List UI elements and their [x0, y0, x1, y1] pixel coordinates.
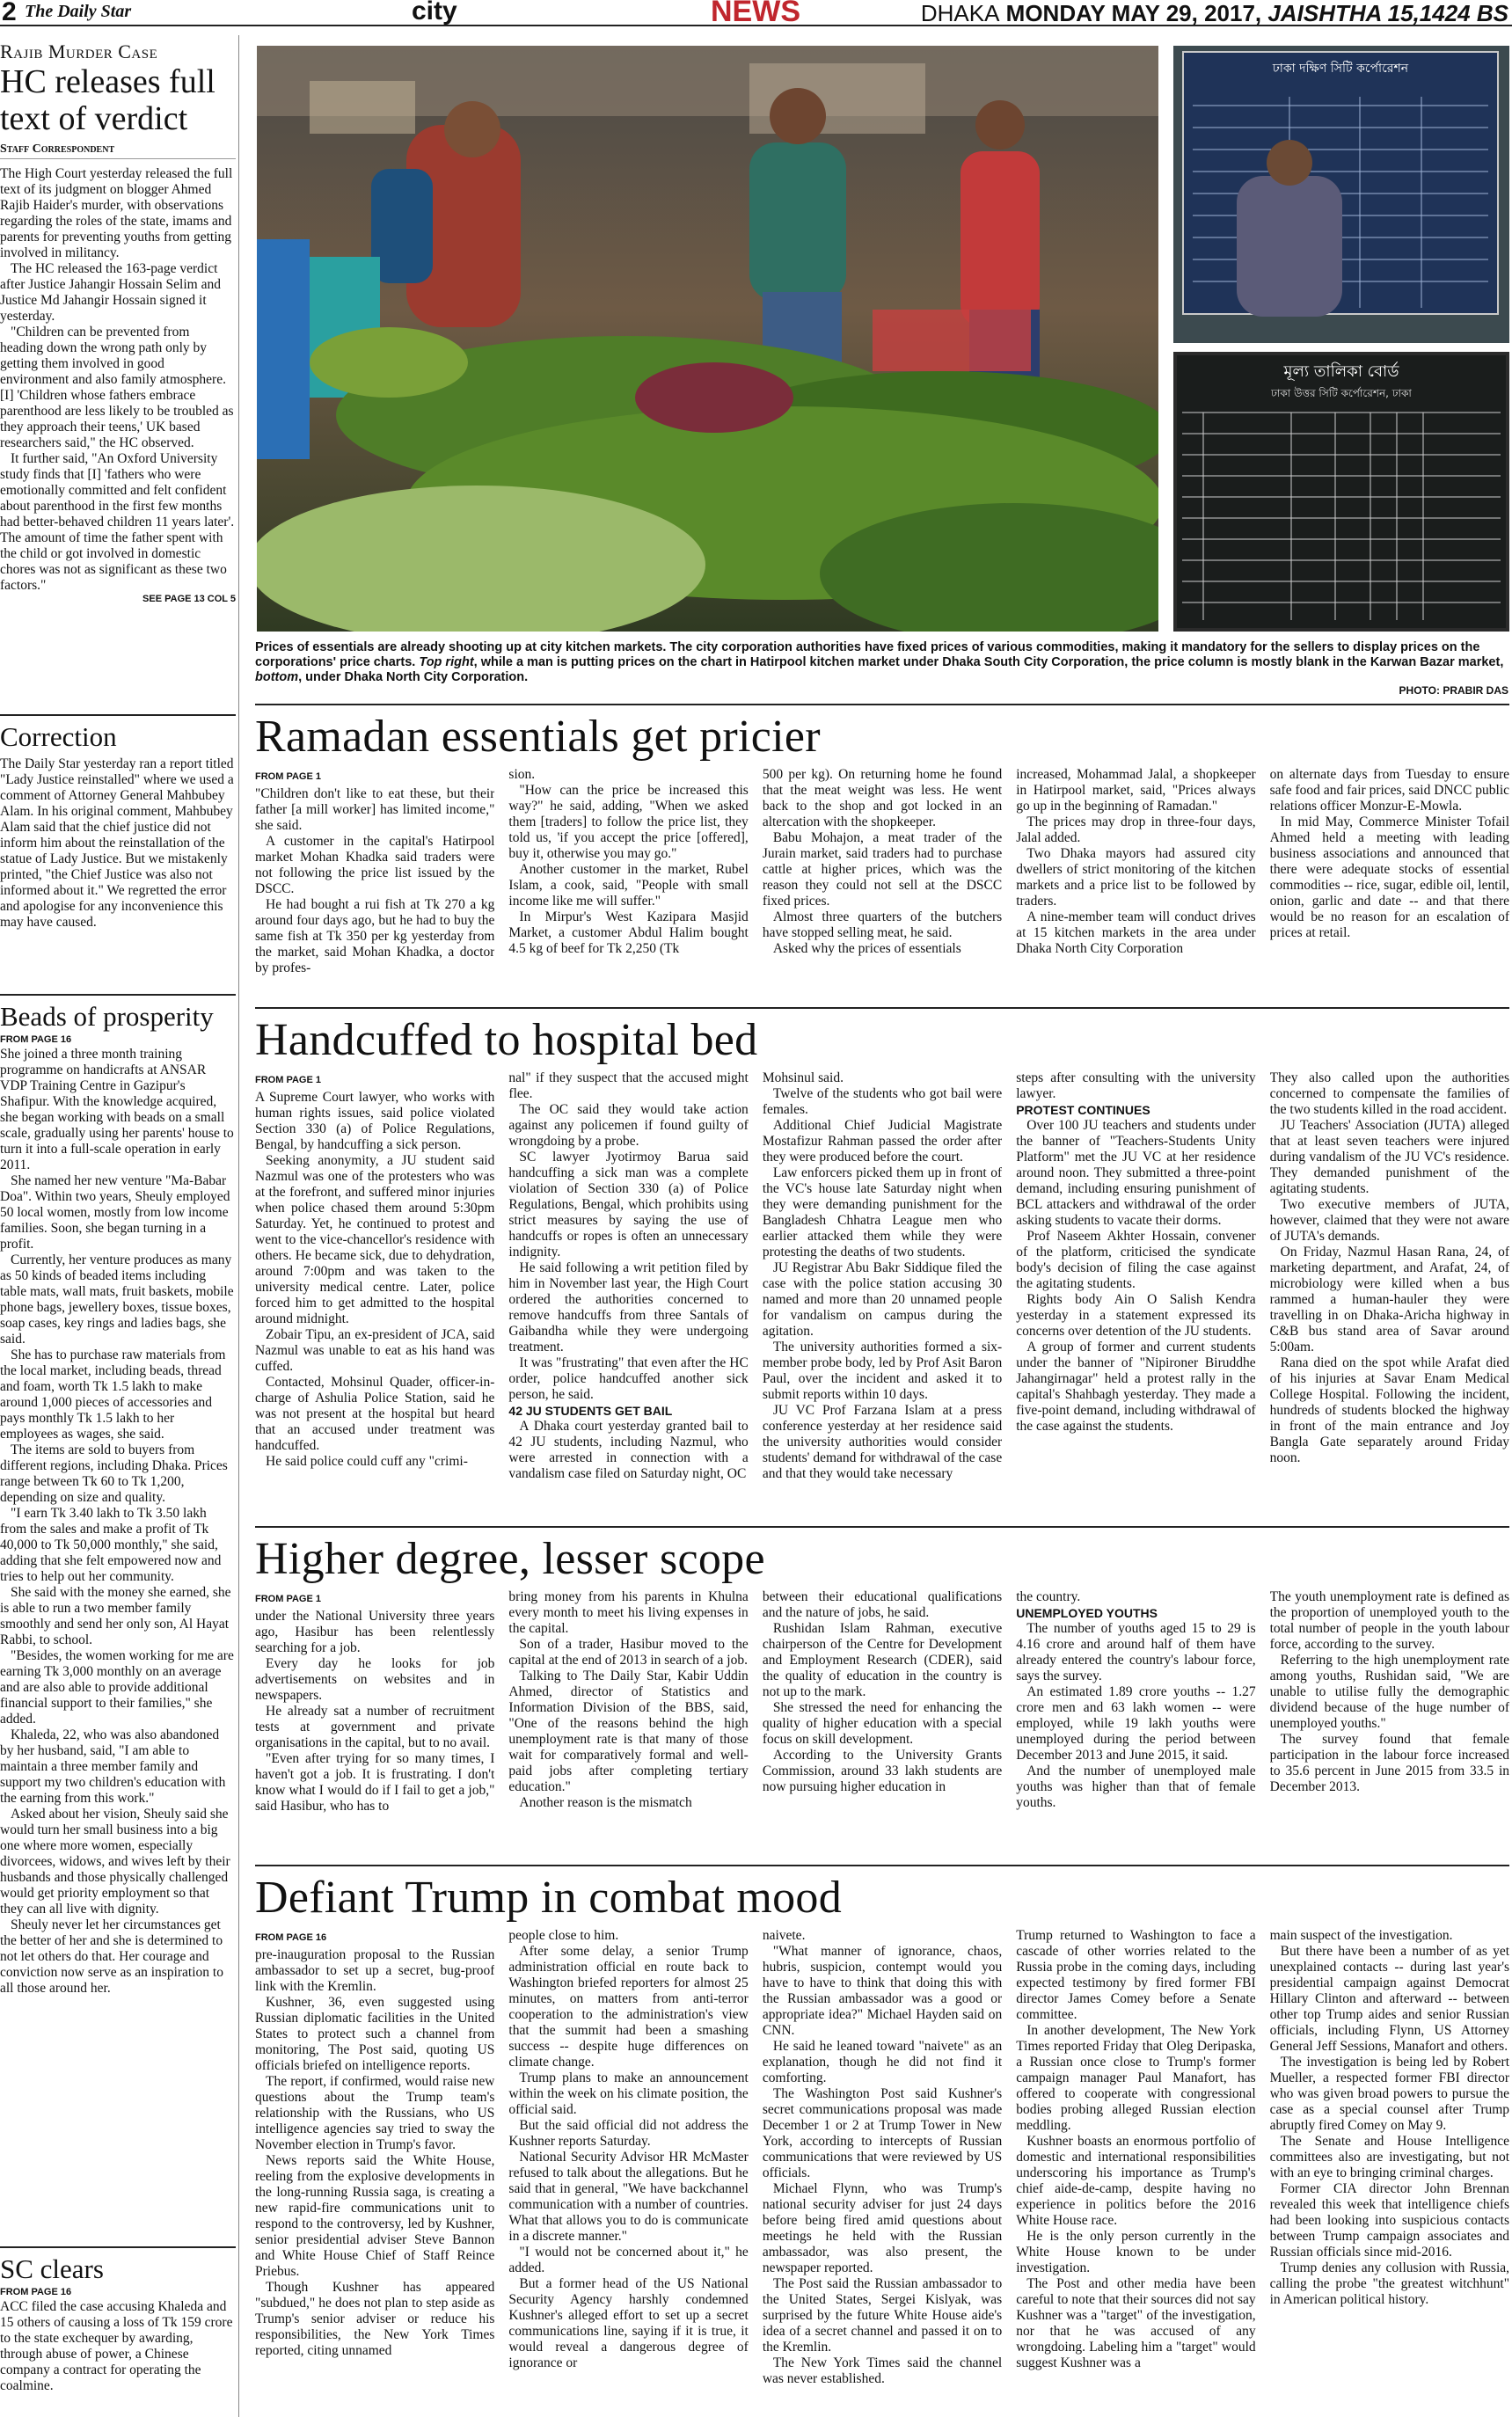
price-board2-subtitle: ঢাকা উত্তর সিটি কর্পোরেশন, ঢাকা	[1271, 387, 1412, 399]
trump-paragraph: people close to him.	[508, 1928, 619, 1943]
higher-paragraph: The survey found that female participation in the labour force increased to 35.6 percent in June 2015 from 33.5 in December 2013.	[1269, 1732, 1510, 1794]
verdict-para: It further said, "An Oxford University study finds that [I] 'fathers who were emotionally committed and felt confident about parenthood in the first few months had better-behaved children 11 years later'. The amount of time the father spent with the child or got involved in domestic chores was not as significant as these two factors."	[0, 451, 235, 593]
trump-paragraph: "What manner of ignorance, chaos, hubris, suspicion, contempt would you have to have to think that doing this with the Russian ambassador was a good or appropriate idea?" Michael Hayden said on CNN.	[762, 1944, 1003, 2038]
handcuffed-paragraph: Rights body Ain O Salish Kendra yesterday in a statement expressed its concerns over detention of the JU students.	[1016, 1292, 1256, 1339]
price-board-dscc	[1182, 51, 1499, 315]
ramadan-paragraph: In Mirpur's West Kazipara Masjid Market, a customer Abdul Halim bought 4.5 kg of beef for Tk 2,250 (Tk	[508, 909, 749, 956]
dateline	[921, 0, 1508, 27]
handcuffed-paragraph: Twelve of the students who got bail were females.	[762, 1086, 1003, 1117]
caption-end: , under Dhaka North City Corporation.	[298, 670, 529, 684]
higher-paragraph: Referring to the high unemployment rate among youths, Rushidan said, "We are unable to utilise fully the demographic dividend because of the huge number of unemployed youths."	[1269, 1653, 1510, 1731]
section-label-news: NEWS	[711, 0, 800, 28]
beads-para: Sheuly never let her circumstances get the better of her and she is determined to not let others do that. Her courage and conviction now serve as an inspiration to all those around her.	[0, 1917, 223, 1996]
handcuffed-paragraph: A Supreme Court lawyer, who works with human rights issues, said police violated Section 330 (a) of Police Regulations, Bengal, by handcuffing a sick person.	[255, 1090, 495, 1152]
trump-column	[255, 1928, 494, 2403]
verdict-para: "Children can be prevented from heading down the wrong path only by getting them involved in good environment and also family atmosphere. [I] 'Children whose fathers embrace parenthood are less likely to be troubled as they approach their teens,' UK based researchers said," the HC observed.	[0, 325, 234, 450]
trump-paragraph: He is the only person currently in the White House known to be under investigation.	[1016, 2229, 1256, 2275]
ramadan-column	[1016, 767, 1255, 1004]
ramadan-columns	[255, 767, 1509, 1004]
trump-paragraph: Kushner boasts an enormous portfolio of domestic and international responsibilities underscoring his importance as Trump's chief aide-de-camp, despite having no experience in politics before the 2016 White House race.	[1016, 2134, 1256, 2228]
beads-para: She joined a three month training programme on handicrafts at ANSAR VDP Training Centre in Gazipur's Shafipur. With the knowledge acquired, she began working with beads on a small scale, gradually using her parents' house to turn it into a full-scale operation in early 2011.	[0, 1047, 234, 1172]
handcuffed-paragraph: A group of former and current students under the banner of "Nipironer Biruddhe Jahangirnagar" held a protest rally in the capital's Shahbagh yesterday. They made a five-point demand, including withdrawal of the case against the students.	[1016, 1340, 1256, 1434]
handcuffed-paragraph: The OC said they would take action against any policemen if found guilty of wrongdoing by a probe.	[508, 1102, 749, 1149]
trump-paragraph: The Post said the Russian ambassador to the United States, Sergei Kislyak, was surprised by the future White House aide's idea of a secret channel and passed it on to the Kremlin.	[762, 2276, 1003, 2355]
higher-from-page: FROM PAGE 1	[255, 1594, 321, 1604]
dateline-bangla: JAISHTHA 15,1424 BS	[1267, 0, 1508, 26]
trump-paragraph: naivete.	[762, 1928, 806, 1943]
handcuffed-paragraph: Law enforcers picked them up in front of the VC's house late Saturday night when they were demanding punishment for the Bangladesh Chhatra League men who earlier attacked them while they were protesting the deaths of two students.	[762, 1165, 1003, 1260]
higher-paragraph: Talking to The Daily Star, Kabir Uddin Ahmed, director of Statistics and Information Division of the BBS, said, "One of the reasons behind the high unemployment rate is that many of those wait for comparatively formal and well-paid jobs after completing tertiary education."	[508, 1669, 749, 1794]
market-scene-illustration	[257, 46, 1158, 632]
handcuffed-paragraph: Seeking anonymity, a JU student said Nazmul was one of the protesters who was at the forefront, and suffered minor injuries when police chased them around 5:30pm Saturday. Yet, he continued to protest and went to the vice-chancellor's residence with others. He became sick, due to dehydration, around 7:00pm and was taken to the university medical centre. Later, police forced him to get admitted to the hospital around midnight.	[255, 1153, 495, 1326]
handcuffed-paragraph: On Friday, Nazmul Hasan Rana, 24, of marketing department, and Arafat, 24, of microbiology were killed when a bus rammed a human-hauler they were travelling in on Dhaka-Aricha highway in C&B bus stand area of Savar around 5:00am.	[1269, 1245, 1510, 1355]
caption-main: Prices of essentials are already shooting up at city kitchen markets. The city corporation authorities have fixed prices of various commodities, making it mandatory for the sellers to display prices on the corporations' price charts.	[255, 640, 1480, 669]
handcuffed-paragraph: Over 100 JU teachers and students under the banner of "Teachers-Students Unity Platform" met the JU VC at her residence around noon. They submitted a three-point demand, including ensuring punishment of BCL attackers and withdrawal of the order asking students to vacate their dorms.	[1016, 1118, 1256, 1228]
ramadan-paragraph: Babu Mohajon, a meat trader of the Jurain market, said traders had to purchase cattle at higher prices, which was the reason they could not sell at the DSCC fixed prices.	[762, 830, 1003, 909]
trump-paragraph: News reports said the White House, reeling from the explosive developments in the long-running Russia saga, is creating a new rapid-fire communications unit to respond to the controversy, led by Kushner, senior presidential adviser Steve Bannon and White House Chief of Staff Reince Priebus.	[255, 2153, 495, 2279]
correction-para: The Daily Star yesterday ran a report titled "Lady Justice reinstalled" where we used a comment of Attorney General Mahbubey Alam. In his original comment, Mahbubey Alam said that the chief justice did not inform him about the reinstallation of the statue of Lady Justice. But we mistakenly printed, "the Chief Justice was also not informed about it." We regretted the error and apologise for any inconvenience this may have caused.	[0, 756, 234, 930]
handcuffed-paragraph: They also called upon the authorities concerned to compensate the families of the two students killed in the road accident.	[1269, 1070, 1510, 1117]
handcuffed-paragraph: Prof Naseem Akhter Hossain, convener of the platform, criticised the syndicate body's decision of filing the case against the agitating students.	[1016, 1229, 1256, 1291]
higher-column	[508, 1589, 748, 1853]
trump-paragraph: Though Kushner has appeared "subdued," he does not plan to step aside as Trump's senior adviser or reduce his responsibilities, the New York Times reported, citing unnamed	[255, 2280, 495, 2358]
masthead-logo: The Daily Star	[25, 2, 132, 21]
trump-from-page: FROM PAGE 16	[255, 1932, 327, 1943]
correction-body	[0, 756, 236, 931]
ramadan-paragraph: The prices may drop in three-four days, Jalal added.	[1016, 814, 1256, 845]
ramadan-paragraph: Almost three quarters of the butchers have stopped selling meat, he said.	[762, 909, 1003, 940]
hatirpool-price-board-photo	[1173, 46, 1509, 343]
trump-paragraph: Trump denies any collusion with Russia, calling the probe "the greatest witchhunt" in American political history.	[1269, 2260, 1510, 2307]
trump-paragraph: In another development, The New York Times reported Friday that Oleg Deripaska, a Russian once close to Trump's former campaign manager Paul Manafort, has offered to cooperate with congressional bodies probing alleged Russian election meddling.	[1016, 2023, 1256, 2133]
handcuffed-column	[1270, 1070, 1509, 1510]
ramadan-paragraph: Two Dhaka mayors had assured city dwellers of strict monitoring of the kitchen markets and a price list to be followed by traders.	[1016, 846, 1256, 909]
beads-para: "Besides, the women working for me are earning Tk 3,000 monthly on an average and are also able to provide additional financial support to their families," she added.	[0, 1648, 234, 1727]
ramadan-paragraph: A nine-member team will conduct drives at 15 kitchen markets in the area under Dhaka North City Corporation	[1016, 909, 1256, 956]
handcuffed-columns	[255, 1070, 1509, 1510]
higher-subhead: UNEMPLOYED YOUTHS	[1016, 1606, 1158, 1620]
dateline-day: MONDAY MAY 29, 2017,	[1005, 0, 1262, 26]
handcuffed-paragraph: SC lawyer Jyotirmoy Barua said handcuffing a sick man was a complete violation of Section 330 (a) of Police Regulations, Bengal, which prohibits using strict measures by saying the use of handcuffs or ropes is often an unnecessary indignity.	[508, 1150, 749, 1260]
higher-paragraph: Son of a trader, Hasibur moved to the capital at the end of 2013 in search of a job.	[508, 1637, 749, 1668]
karwan-bazar-price-board-photo	[1173, 352, 1509, 632]
story-trump	[255, 1865, 1509, 2417]
verdict-kicker: Rajib Murder Case	[0, 40, 158, 62]
beads-story	[0, 994, 236, 2241]
higher-paragraph: between their educational qualifications and the nature of jobs, he said.	[762, 1589, 1003, 1620]
handcuffed-paragraph: He said police could cuff any "crimi-	[266, 1454, 468, 1469]
section-label-city: city	[412, 0, 457, 26]
correction-story	[0, 714, 236, 1022]
see-page-jump: SEE PAGE 13 COL 5	[142, 594, 236, 604]
trump-paragraph: Trump plans to make an announcement within the week on his climate position, the official said.	[508, 2070, 749, 2117]
ramadan-paragraph: Another customer in the market, Rubel Islam, a cook, said, "People with small income like me will suffer."	[508, 862, 749, 909]
trump-paragraph: "I would not be concerned about it," he added.	[508, 2245, 749, 2275]
dateline-city: DHAKA	[920, 0, 1000, 26]
beads-para: The items are sold to buyers from different regions, including Dhaka. Prices range between Tk 60 to Tk 1,200, depending on size and quality.	[0, 1442, 228, 1505]
beads-body	[0, 1047, 236, 1997]
ramadan-paragraph: 500 per kg). On returning home he found that the meat weight was less. He went back to the shop and got locked in an altercation with the shopkeeper.	[762, 767, 1003, 829]
handcuffed-paragraph: Two executive members of JUTA, however, claimed that they were not aware of JUTA's demands.	[1269, 1197, 1510, 1244]
ramadan-paragraph: "How can the price be increased this way?" he said, adding, "When we asked them [traders] to follow the price list, they told us, 'if you accept the price [offered], buy it, otherwise you may go."	[508, 783, 749, 861]
trump-paragraph: Michael Flynn, who was Trump's national security adviser for just 24 days before being fired amid questions about meetings he held with the Russian ambassador, was also present, the newspaper reported.	[762, 2181, 1003, 2275]
higher-paragraph: "Even after trying for so many times, I haven't got a job. It is frustrating. I don't know what I would do if I fail to get a job," said Hasibur, who has to	[255, 1751, 495, 1814]
handcuffed-paragraph: Rana died on the spot while Arafat died of his injuries at Savar Enam Medical College Hospital. Following the incident, hundreds of students blocked the highway in front of the main entrance and Joy Bangla Gate separately around Friday noon.	[1269, 1355, 1510, 1465]
handcuffed-paragraph: JU VC Prof Farzana Islam at a press conference yesterday at her residence said the university authorities would consider students' demand for withdrawal of the case and that they would take necessary	[762, 1403, 1003, 1481]
trump-paragraph: National Security Advisor HR McMaster refused to talk about the allegations. But he said that in general, "We have backchannel communication with a number of countries. What that allows you to do is communicate in a discrete manner."	[508, 2150, 749, 2244]
market-vegetables-photo	[257, 46, 1158, 632]
page-number: 2	[2, 0, 17, 26]
handcuffed-column	[1016, 1070, 1255, 1510]
ramadan-column	[1270, 767, 1509, 1004]
price-board-dncc	[1177, 355, 1506, 628]
trump-paragraph: The investigation is being led by Robert Mueller, a respected former FBI director who was given broad powers to pursue the case as a special counsel after Trump abruptly fired Comey on May 9.	[1269, 2055, 1510, 2133]
higher-paragraph: bring money from his parents in Khulna every month to meet his living expenses in the capital.	[508, 1589, 749, 1636]
handcuffed-paragraph: It was "frustrating" that even after the HC order, police handcuffed another sick person, he said.	[508, 1355, 749, 1402]
ramadan-from-page: FROM PAGE 1	[255, 771, 321, 782]
beads-para: Currently, her venture produces as many as 50 kinds of beaded items including table mats, wall mats, fruit baskets, mobile phone bags, jewellery boxes, tissue boxes, soap cases, key rings and ladies bags, she said.	[0, 1252, 234, 1347]
higher-paragraph: According to the University Grants Commission, around 33 lakh students are now pursuing higher education in	[762, 1748, 1003, 1794]
beads-para: Khaleda, 22, who was also abandoned by her husband, said, "I am able to maintain a three member family and support my two children's education with the earning from this work."	[0, 1727, 226, 1806]
trump-paragraph: The Washington Post said Kushner's secret communications proposal was made December 1 or 2 at Trump Tower in New York, according to intercepts of Russian communications that were reviewed by US officials.	[762, 2086, 1003, 2180]
price-board2-grid	[1177, 404, 1506, 624]
photo-credit: PHOTO: PRABIR DAS	[1399, 684, 1508, 697]
ramadan-paragraph: A customer in the capital's Hatirpool market Mohan Khadka said traders were not following the price list issued by the DSCC.	[255, 834, 495, 896]
story-ramadan	[255, 704, 1509, 1016]
sc-para: ACC filed the case accusing Khaleda and 15 others of causing a loss of Tk 159 crore to the state exchequer by awarding, through abuse of power, a Chinese company a contract for operating the coalmine.	[0, 2299, 233, 2393]
handcuffed-paragraph: nal" if they suspect that the accused might flee.	[508, 1070, 749, 1101]
trump-paragraph: Former CIA director John Brennan revealed this week that intelligence chiefs had been looking into suspicious contacts between Trump campaign associates and Russian officials since mid-2016.	[1269, 2181, 1510, 2260]
ramadan-paragraph: "Children don't like to eat these, but their father [a mill worker] has limited income," she said.	[255, 786, 495, 833]
handcuffed-paragraph: Zobair Tipu, an ex-president of JCA, said Nazmul was unable to eat as his hand was cuffed.	[255, 1327, 495, 1374]
ramadan-headline: Ramadan essentials get pricier	[255, 712, 821, 762]
verdict-para: The High Court yesterday released the full text of its judgment on blogger Ahmed Rajib Haider's murder, with observations regarding the roles of the state, imams and parents for preventing youths from getting involved in militancy.	[0, 166, 233, 260]
higher-headline: Higher degree, lesser scope	[255, 1534, 765, 1584]
higher-paragraph: The youth unemployment rate is defined as the proportion of unemployed youth to the total number of people in the youth labour force, according to the survey.	[1269, 1589, 1510, 1652]
photo-caption	[255, 640, 1509, 685]
higher-paragraph: Every day he looks for job advertisements on websites and in newspapers.	[255, 1656, 495, 1703]
story-handcuffed	[255, 1007, 1509, 1522]
handcuffed-paragraph: Mohsinul said.	[762, 1070, 844, 1085]
higher-column	[1270, 1589, 1509, 1853]
trump-paragraph: The New York Times said the channel was never established.	[762, 2355, 1003, 2386]
caption-mid: , while a man is putting prices on the chart in Hatirpool kitchen market under Dhaka South City Corporation, the price column is mostly blank in the Karwan Bazar market,	[473, 655, 1504, 669]
verdict-headline: HC releases full text of verdict	[0, 63, 215, 137]
trump-paragraph: But there have been a number of as yet unexplained contacts -- during last year's presidential campaign against Democrat Hillary Clinton and afterward -- between other top Trump aides and senior Russian officials, including Flynn, US Attorney General Jeff Sessions, Manafort and others.	[1269, 1944, 1510, 2054]
higher-paragraph: Rushidan Islam Rahman, executive chairperson of the Centre for Development and Employment Research (CDER), said the quality of education in the country is not up to the mark.	[762, 1621, 1003, 1699]
handcuffed-paragraph: Contacted, Mohsinul Quader, officer-in-charge of Ashulia Police Station, said he was not present at the hospital but heard that an accused under treatment was handcuffed.	[255, 1375, 495, 1453]
correction-headline: Correction	[0, 714, 236, 753]
beads-para: Asked about her vision, Sheuly said she would turn her small business into a big one where more women, especially divorcees, widows, and wives left by their husbands and those physically challenged would get priority employment so that they can all live with dignity.	[0, 1807, 230, 1917]
sc-from-page: FROM PAGE 16	[0, 2287, 72, 2297]
handcuffed-column	[508, 1070, 748, 1510]
trump-paragraph: He said he leaned toward "naivete" as an explanation, though he did not find it comforting.	[762, 2039, 1003, 2085]
higher-column	[255, 1589, 494, 1853]
handcuffed-paragraph: A Dhaka court yesterday granted bail to 42 JU students, including Nazmul, who were arrested in connection with a vandalism case filed on Saturday night, OC	[508, 1419, 749, 1481]
handcuffed-subhead: PROTEST CONTINUES	[1016, 1103, 1150, 1117]
handcuffed-paragraph: He said following a writ petition filed by him in November last year, the High Court ordered the authorities concerned to remove handcuffs from three Santals of Gaibandha while they were undergoing treatment.	[508, 1260, 749, 1355]
caption-bottom: bottom	[255, 670, 299, 684]
ramadan-paragraph: sion.	[508, 767, 536, 782]
beads-para: She said with the money she earned, she is able to run a two member family smoothly and send her only son, Al Hayat Rabbi, to school.	[0, 1585, 231, 1647]
trump-columns	[255, 1928, 1509, 2403]
trump-column	[763, 1928, 1002, 2403]
handcuffed-paragraph: The university authorities formed a six-member probe body, led by Prof Asit Baron Paul, over the incident and asked it to submit reports within 10 days.	[762, 1340, 1003, 1402]
trump-column	[1270, 1928, 1509, 2403]
trump-paragraph: After some delay, a senior Trump administration official en route back to Washington briefed reporters for almost 25 minutes, on matters from anti-terror cooperation to the administration's view that the summit had been a smashing success -- despite huge differences on climate change.	[508, 1944, 749, 2070]
price-board-title: ঢাকা দক্ষিণ সিটি কর্পোরেশন	[1272, 62, 1409, 76]
trump-column	[1016, 1928, 1255, 2403]
beads-para: She has to purchase raw materials from the local market, including beads, thread and foam, worth Tk 1.5 lakh to make around 1,000 pieces of accessories and pays monthly Tk 1.5 lakh to her employees as wages, she said.	[0, 1347, 226, 1442]
caption-top-right: Top right	[419, 655, 474, 669]
verdict-body	[0, 166, 236, 594]
higher-paragraph: An estimated 1.89 crore youths -- 1.27 crore men and 63 lakh women -- were employed, while 19 lakh youths were unemployed during the period between December 2013 and June 2015, it said.	[1016, 1684, 1256, 1763]
handcuffed-subhead: 42 JU STUDENTS GET BAIL	[508, 1404, 673, 1418]
sc-story	[0, 2246, 236, 2413]
handcuffed-headline: Handcuffed to hospital bed	[255, 1015, 758, 1065]
price-board-grid	[1184, 79, 1497, 317]
higher-paragraph: Another reason is the mismatch	[519, 1795, 692, 1810]
trump-headline: Defiant Trump in combat mood	[255, 1873, 843, 1923]
left-column	[0, 35, 239, 2417]
handcuffed-paragraph: JU Registrar Abu Bakr Siddique filed the case with the police station accusing 30 named and more than 20 unnamed people for vandalism on campus during the agitation.	[762, 1260, 1003, 1339]
beads-para: She named her new venture "Ma-Babar Doa". Within two years, Sheuly employed 50 local women, mostly from low income families. Soon, she began turning in a profit.	[0, 1173, 230, 1252]
handcuffed-column	[763, 1070, 1002, 1510]
trump-column	[508, 1928, 748, 2403]
trump-paragraph: But the said official did not address the Kushner reports Saturday.	[508, 2118, 749, 2149]
ramadan-column	[763, 767, 1002, 1004]
verdict-para: The HC released the 163-page verdict after Justice Jahangir Hossain Selim and Justice Md Jahangir Hossain signed it yesterday.	[0, 261, 221, 324]
beads-para: "I earn Tk 3.40 lakh to Tk 3.50 lakh from the sales and make a profit of Tk 40,000 to Tk 50,000 monthly," she said, adding that she felt empowered now and tries to help out her community.	[0, 1506, 222, 1584]
handcuffed-paragraph: Additional Chief Judicial Magistrate Mostafizur Rahman passed the order after they were produced before the court.	[762, 1118, 1003, 1165]
beads-headline: Beads of prosperity	[0, 994, 236, 1033]
higher-paragraph: The number of youths aged 15 to 29 is 4.16 crore and around half of them have already entered the country's labour force, says the survey.	[1016, 1621, 1256, 1683]
verdict-story	[0, 40, 236, 709]
price-board2-title: মূল্য তালিকা বোর্ড	[1283, 362, 1399, 381]
trump-paragraph: Kushner, 36, even suggested using Russian diplomatic facilities in the United States to protect such a channel from monitoring, The Post said, quoting US officials briefed on intelligence reports.	[255, 1995, 495, 2073]
higher-paragraph: He already sat a number of recruitment tests at government and private organisations in the capital, but to no avail.	[255, 1704, 495, 1750]
ramadan-paragraph: Asked why the prices of essentials	[772, 941, 961, 956]
handcuffed-column	[255, 1070, 494, 1510]
trump-paragraph: The Post and other media have been careful to note that their sources did not say Kushner was a "target" of the investigation, nor that he was accused of any wrongdoing. Labeling him a "target" would suggest Kushner was a	[1016, 2276, 1256, 2370]
ramadan-paragraph: In mid May, Commerce Minister Tofail Ahmed held a meeting with leading business associations and announced that there were adequate stocks of essential commodities -- rice, sugar, edible oil, lentil, onion, garlic and date -- and that there would be no reason for an escalation of prices at retail.	[1269, 814, 1510, 940]
sc-headline: SC clears	[0, 2246, 236, 2285]
higher-paragraph: the country.	[1016, 1589, 1081, 1604]
page-header	[0, 0, 1512, 26]
trump-paragraph: pre-inauguration proposal to the Russian ambassador to set up a secret, bug-proof link with the Kremlin.	[255, 1947, 495, 1994]
ramadan-paragraph: on alternate days from Tuesday to ensure safe food and fair prices, said DNCC public relations officer Monzur-E-Mowla.	[1269, 767, 1510, 814]
trump-paragraph: The Senate and House Intelligence committees also are investigating, but not with an eye to bringing criminal charges.	[1269, 2134, 1510, 2180]
handcuffed-from-page: FROM PAGE 1	[255, 1075, 321, 1085]
handcuffed-paragraph: steps after consulting with the university lawyer.	[1016, 1070, 1256, 1101]
sc-body	[0, 2299, 236, 2394]
higher-columns	[255, 1589, 1509, 1853]
higher-paragraph: under the National University three years ago, Hasibur has been relentlessly searching for a job.	[255, 1609, 495, 1655]
ramadan-paragraph: He had bought a rui fish at Tk 270 a kg around four days ago, but he had to buy the same fish at Tk 350 per kg yesterday from the market, said Mohan Khadka, a doctor by profes-	[255, 897, 495, 975]
verdict-byline: Staff Correspondent	[0, 142, 236, 159]
trump-paragraph: main suspect of the investigation.	[1269, 1928, 1453, 1943]
trump-paragraph: The report, if confirmed, would raise new questions about the Trump team's relationship with the Russians, who US intelligence agencies say tried to sway the November election in Trump's favor.	[255, 2074, 495, 2152]
handcuffed-paragraph: JU Teachers' Association (JUTA) alleged that at least seven teachers were injured during vandalism of the JU VC's residence. They demanded punishment of the agitating students.	[1269, 1118, 1510, 1196]
trump-paragraph: Trump returned to Washington to face a cascade of other worries related to the Russia probe in the coming days, including expected testimony by fired former FBI director James Comey before a Senate committee.	[1016, 1928, 1256, 2022]
ramadan-column	[255, 767, 494, 1004]
ramadan-paragraph: increased, Mohammad Jalal, a shopkeeper in Hatirpool market, said, "Prices always go up in the beginning of Ramadan."	[1016, 767, 1256, 814]
higher-column	[763, 1589, 1002, 1853]
higher-paragraph: And the number of unemployed male youths was higher than that of female youths.	[1016, 1763, 1256, 1810]
trump-paragraph: But a former head of the US National Security Agency harshly condemned Kushner's alleged effort to set up a secret communications line, saying if it is true, it would reveal a dangerous degree of ignorance or	[508, 2276, 749, 2370]
story-higher-degree	[255, 1526, 1509, 1860]
higher-paragraph: She stressed the need for enhancing the quality of higher education with a special focus on skill development.	[762, 1700, 1003, 1747]
higher-column	[1016, 1589, 1255, 1853]
beads-from-page: FROM PAGE 16	[0, 1034, 72, 1045]
ramadan-column	[508, 767, 748, 1004]
